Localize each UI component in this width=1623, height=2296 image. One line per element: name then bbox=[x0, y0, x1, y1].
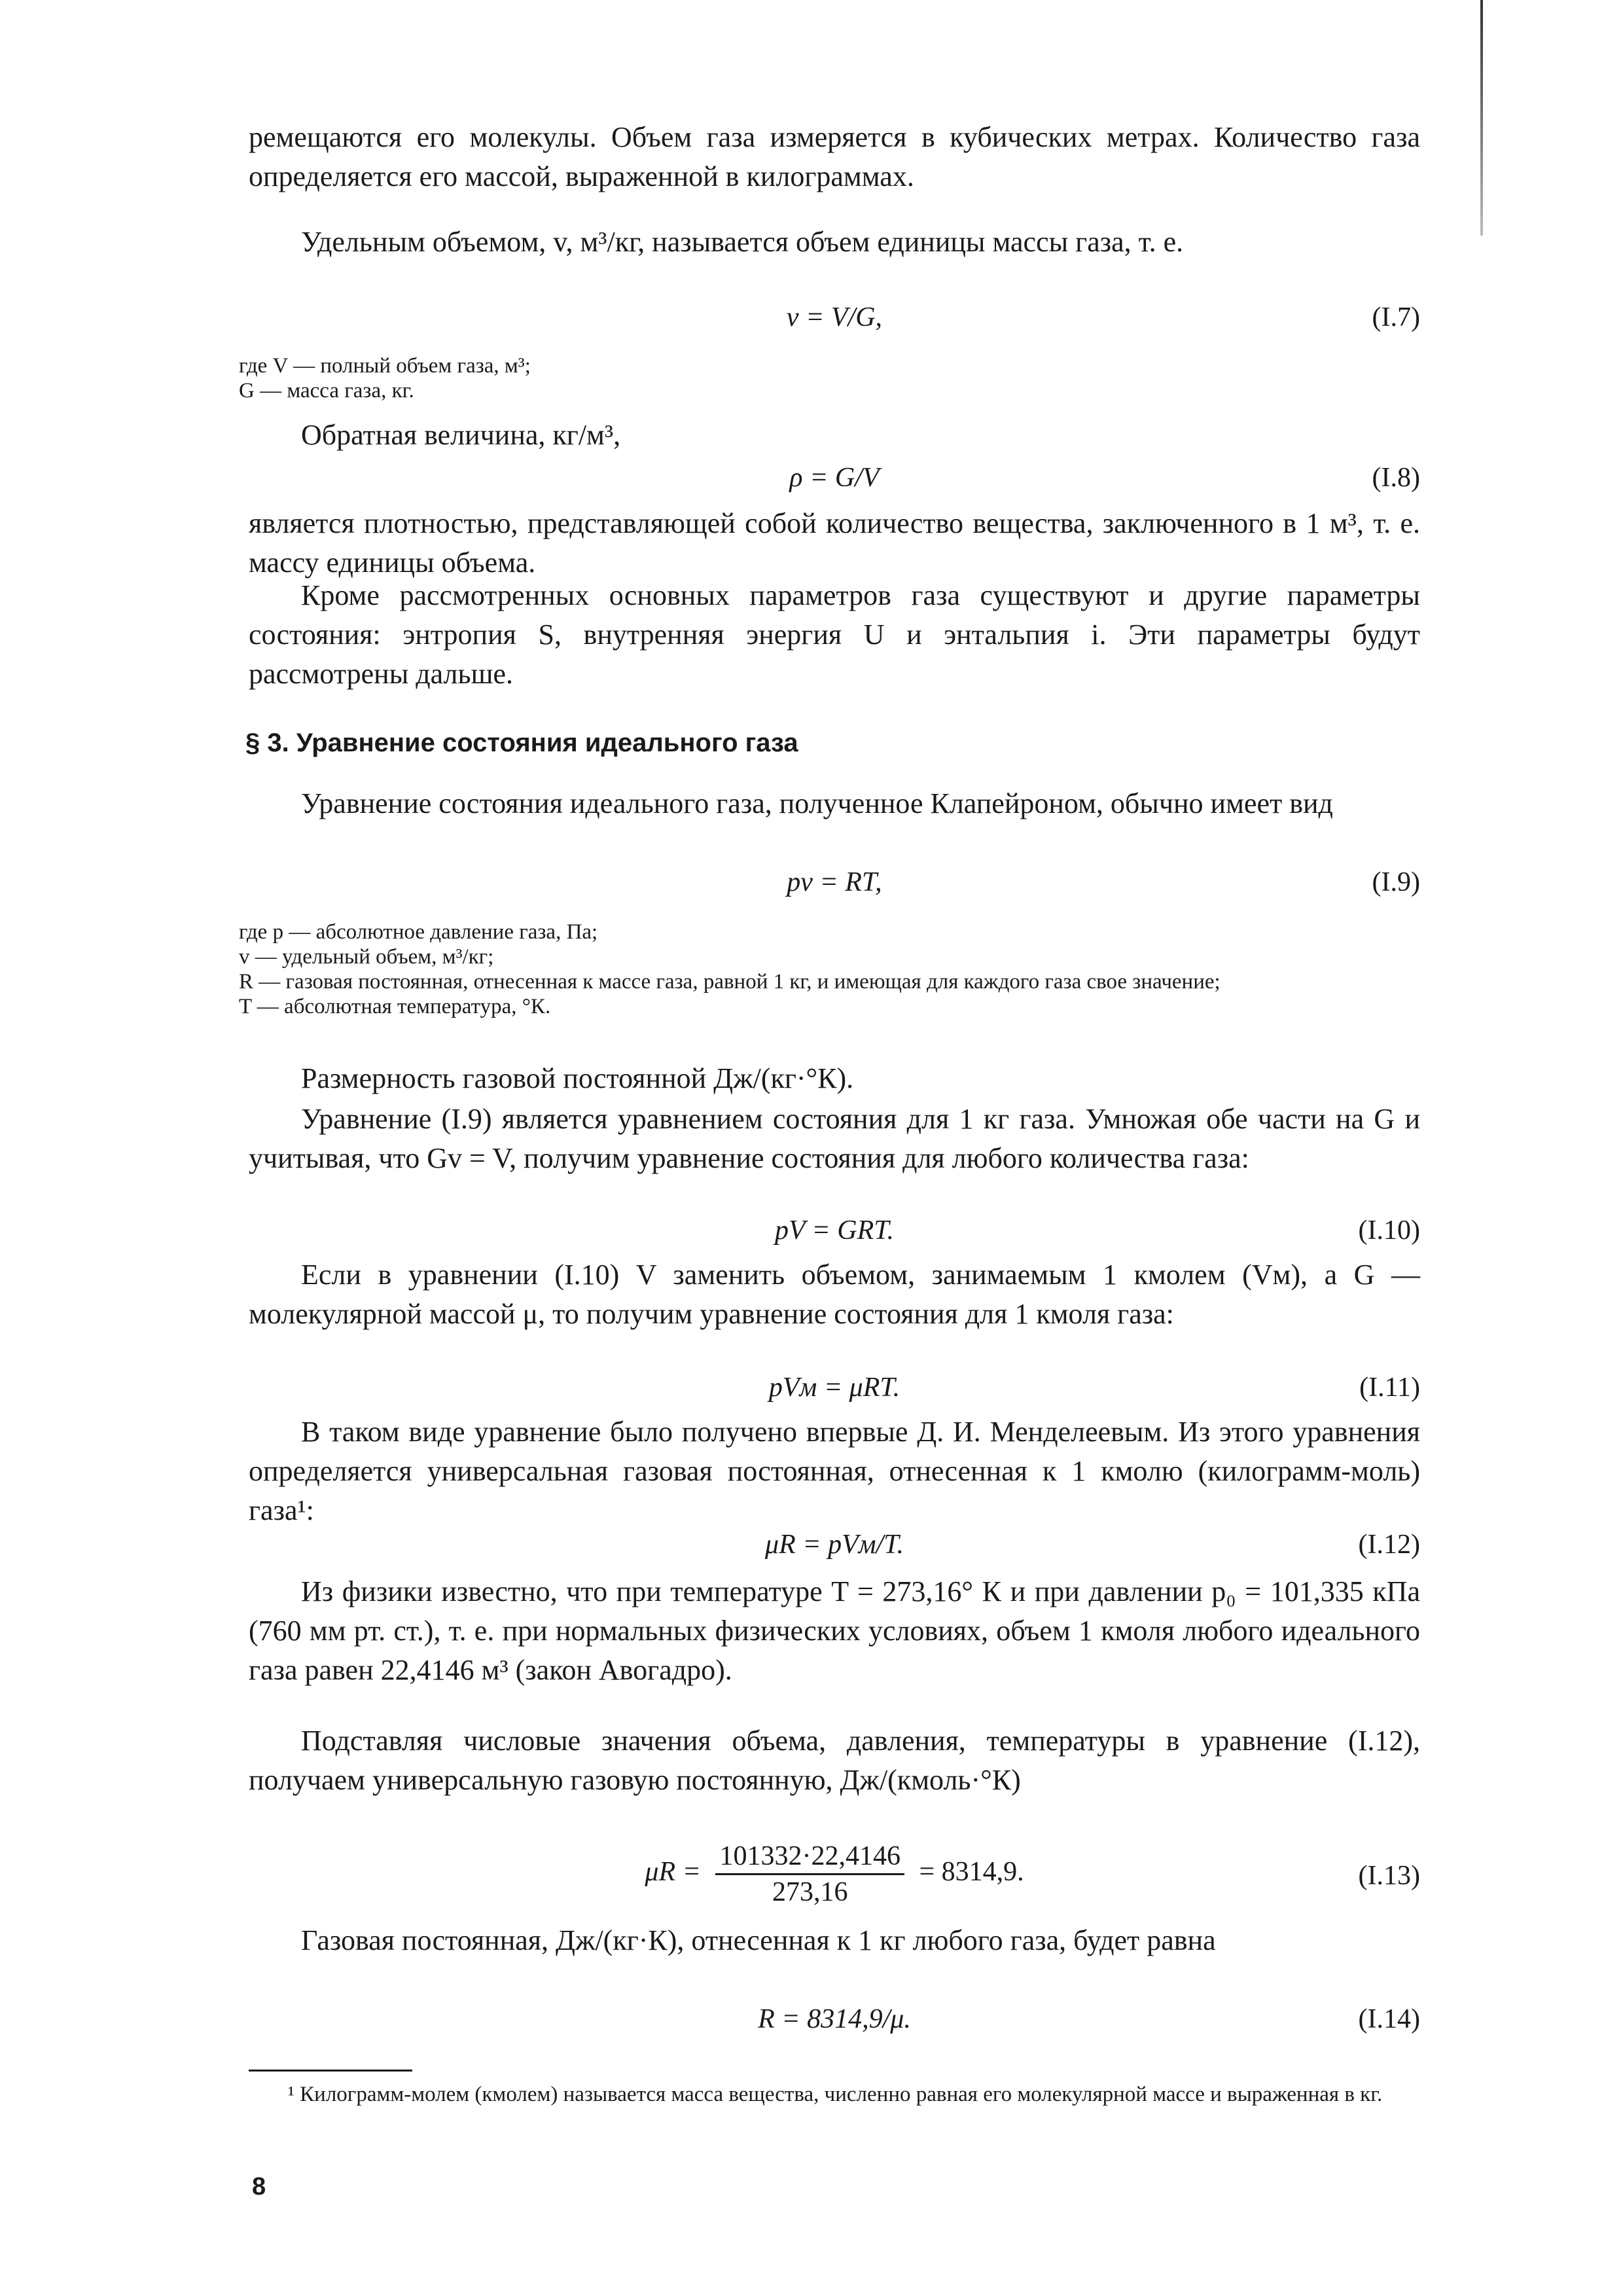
notation-line: R — газовая постоянная, отнесенная к массе газа, равной 1 кг, и имеющая для каждого газа свое значение; bbox=[239, 970, 1221, 994]
equation-1-10 bbox=[249, 1211, 1420, 1250]
notation-line: T — абсолютная температура, °К. bbox=[239, 995, 551, 1018]
section-heading: § 3. Уравнение состояния идеального газа bbox=[245, 728, 798, 757]
equation-1-11-formula: pVм = μRT. bbox=[768, 1372, 901, 1403]
equation-1-10-formula: pV = GRT. bbox=[775, 1215, 894, 1246]
equation-1-8-number: (I.8) bbox=[1372, 463, 1420, 493]
scan-edge-mark bbox=[1480, 0, 1483, 236]
footnote: ¹ Килограмм-молем (кмолем) называется масса вещества, численно равная его молекулярной массе и выраженная в кг. bbox=[288, 2083, 1383, 2106]
paragraph-dimension: Размерность газовой постоянной Дж/(кг·°К). bbox=[301, 1062, 854, 1094]
equation-1-7-number: (I.7) bbox=[1372, 302, 1420, 332]
paragraph-kmol: Если в уравнении (I.10) V заменить объемом, занимаемым 1 кмолем (Vм), а G — молекулярной массой μ, то получим уравнение состояния для 1 кмоля газа: bbox=[249, 1259, 1420, 1330]
fraction-denominator: 273,16 bbox=[772, 1877, 848, 1907]
paragraph-specific-volume: Удельным объемом, v, м³/кг, называется объем единицы массы газа, т. е. bbox=[301, 226, 1184, 258]
equation-1-11 bbox=[249, 1368, 1420, 1407]
paragraph-inverse: Обратная величина, кг/м³, bbox=[301, 419, 621, 451]
page-number: 8 bbox=[252, 2173, 266, 2200]
equation-1-13-lhs: μR = bbox=[645, 1857, 701, 1888]
paragraph-clapeyron: Уравнение состояния идеального газа, полученное Клапейроном, обычно имеет вид bbox=[301, 787, 1333, 819]
equation-1-9 bbox=[249, 863, 1420, 902]
equation-1-12 bbox=[249, 1525, 1420, 1564]
paragraph-multiply: Уравнение (I.9) является уравнением состояния для 1 кг газа. Умножая обе части на G и учитывая, что Gv = V, получим уравнение состояния для любого количества газа: bbox=[249, 1103, 1420, 1174]
equation-1-9-formula: pv = RT, bbox=[787, 867, 882, 897]
fraction-numerator: 101332·22,4146 bbox=[715, 1839, 904, 1875]
equation-1-7 bbox=[249, 298, 1420, 337]
notation-line: G — масса газа, кг. bbox=[239, 379, 414, 403]
paragraph-substitute: Подставляя числовые значения объема, давления, температуры в уравнение (I.12), получаем универсальную газовую постоянную, Дж/(кмоль·°К) bbox=[249, 1725, 1420, 1796]
paragraph-molecules: ремещаются его молекулы. Объем газа измеряется в кубических метрах. Количество газа определяется его массой, выраженной в килограммах. bbox=[249, 121, 1420, 192]
equation-1-8-formula: ρ = G/V bbox=[789, 463, 880, 493]
equation-1-7-formula: v = V/G, bbox=[786, 302, 883, 332]
equation-1-9-number: (I.9) bbox=[1372, 867, 1420, 897]
equation-1-12-number: (I.12) bbox=[1358, 1530, 1420, 1560]
notation-line: v — удельный объем, м³/кг; bbox=[239, 945, 494, 969]
equation-1-13-number: (I.13) bbox=[1358, 1861, 1420, 1891]
equation-1-14-number: (I.14) bbox=[1358, 2004, 1420, 2034]
equation-1-14-formula: R = 8314,9/μ. bbox=[758, 2004, 911, 2034]
paragraph-mendeleev: В таком виде уравнение было получено впервые Д. И. Менделеевым. Из этого уравнения определяется универсальная газовая постоянная, отнесенная к 1 кмолю (килограмм-моль) газа¹: bbox=[249, 1416, 1420, 1526]
notation-line: где p — абсолютное давление газа, Па; bbox=[239, 920, 598, 944]
footnote-rule bbox=[249, 2070, 412, 2072]
notation-line: где V — полный объем газа, м³; bbox=[239, 354, 531, 378]
equation-1-13-rhs: = 8314,9. bbox=[919, 1857, 1024, 1888]
equation-1-12-formula: μR = pVм/T. bbox=[765, 1530, 904, 1560]
equation-1-10-number: (I.10) bbox=[1358, 1215, 1420, 1246]
equation-1-13-fraction bbox=[715, 1839, 904, 1909]
equation-1-14 bbox=[249, 2000, 1420, 2039]
notation-1-7 bbox=[239, 353, 1423, 403]
equation-1-8 bbox=[249, 458, 1420, 497]
equation-1-13-formula bbox=[249, 1839, 1420, 1909]
equation-1-13 bbox=[249, 1839, 1420, 1911]
paragraph-gas-constant: Газовая постоянная, Дж/(кг·К), отнесенная к 1 кг любого газа, будет равна bbox=[301, 1924, 1216, 1956]
paragraph-avogadro: Из физики известно, что при температуре T = 273,16° К и при давлении p₀ = 101,335 кПа (760 мм рт. ст.), т. е. при нормальных физических условиях, объем 1 кмоля любого идеального газа равен 22,4146 м³ (закон Авогадро). bbox=[249, 1575, 1420, 1686]
equation-1-11-number: (I.11) bbox=[1359, 1372, 1420, 1403]
paragraph-other-parameters: Кроме рассмотренных основных параметров газа существуют и другие параметры состояния: энтропия S, внутренняя энергия U и энтальпия i. Эти параметры будут рассмотрены дальше. bbox=[249, 579, 1420, 690]
notation-1-9 bbox=[239, 920, 1423, 1019]
paragraph-density: является плотностью, представляющей собой количество вещества, заключенного в 1 м³, т. е. массу единицы объема. bbox=[249, 507, 1420, 579]
